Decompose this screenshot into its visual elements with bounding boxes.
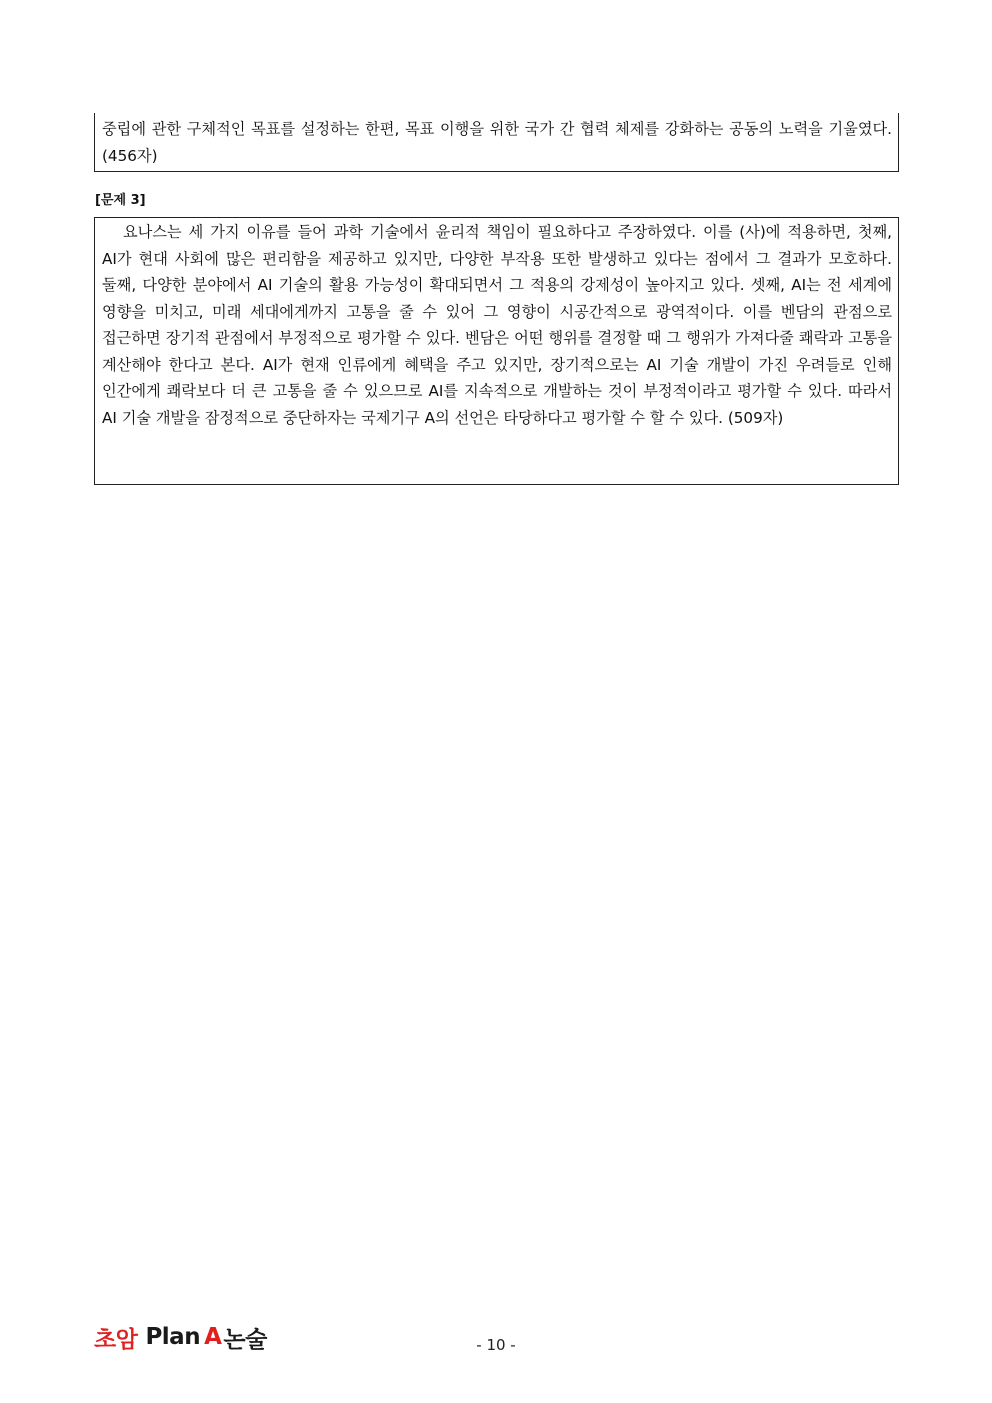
- question-3-heading: [문제 3]: [95, 193, 146, 208]
- logo-text-choam: 초암: [94, 1326, 138, 1353]
- answer-3-box: [94, 217, 899, 485]
- logo-text-nonsul: 논술: [223, 1326, 267, 1353]
- page-number: - 10 -: [476, 1336, 516, 1354]
- logo-text-plan: Plan: [145, 1324, 201, 1350]
- logo-text-a: A: [204, 1324, 222, 1350]
- answer-2-text: 중립에 관한 구체적인 목표를 설정하는 한편, 목표 이행을 위한 국가 간 협력 체제를 강화하는 공동의 노력을 기울였다. (456자): [102, 120, 892, 165]
- brand-logo: [94, 1319, 267, 1355]
- answer-2-box: [94, 113, 899, 172]
- answer-3-text: 요나스는 세 가지 이유를 들어 과학 기술에서 윤리적 책임이 필요하다고 주장하였다. 이를 (사)에 적용하면, 첫째, AI가 현대 사회에 많은 편리함을 제공하고 있지만, 다양한 부작용 또한 발생하고 있다는 점에서 그 결과가 모호하다. 둘째, 다양한 분야에서 AI 기술의 활용 가능성이 확대되면서 그 적용의 강제성이 높아지고 있다. 셋째, AI는 전 세계에 영향을 미치고, 미래 세대에게까지 고통을 줄 수 있어 그 영향이 시공간적으로 광역적이다. 이를 벤담의 관점으로 접근하면 장기적 관점에서 부정적으로 평가할 수 있다. 벤담은 어떤 행위를 결정할 때 그 행위가 가져다줄 쾌락과 고통을 계산해야 한다고 본다. AI가 현재 인류에게 혜택을 주고 있지만, 장기적으로는 AI 기술 개발이 가진 우려들로 인해 인간에게 쾌락보다 더 큰 고통을 줄 수 있으므로 AI를 지속적으로 개발하는 것이 부정적이라고 평가할 수 있다. 따라서 AI 기술 개발을 잠정적으로 중단하자는 국제기구 A의 선언은 타당하다고 평가할 수 할 수 있다. (509자): [102, 223, 892, 427]
